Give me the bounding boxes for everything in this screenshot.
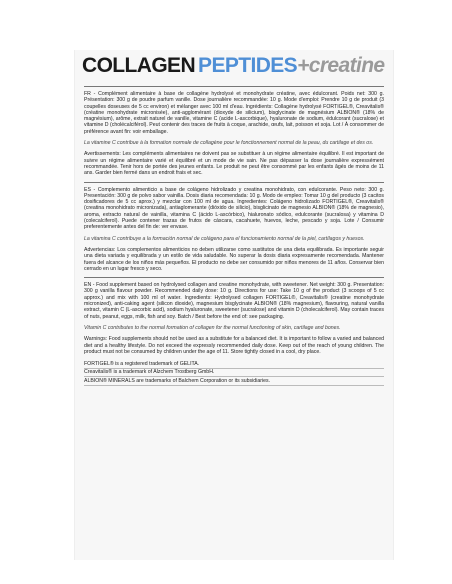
trademark-fortigel: FORTIGEL® is a registered trademark of GELITA. <box>84 360 384 368</box>
divider <box>84 86 384 87</box>
trademark-notes <box>84 360 384 385</box>
title-peptides: PEPTIDES <box>198 54 298 77</box>
en-claim: Vitamin C contributes to the normal formation of collagen for the normal functioning of skin, cartilage and bones. <box>84 324 341 331</box>
en-warnings: Warnings: Food supplements should not be used as a substitute for a balanced diet. It is important to follow a varied and balanced diet and a healthy lifestyle. Do not exceed the expressly recommended daily dose. Keep out of the reach of young children. The product must not be consumed by children under the age of 11. Store tightly closed in a cool, dry place. <box>84 336 384 355</box>
product-title <box>82 54 392 78</box>
title-creatine: +creatine <box>297 54 385 77</box>
fr-warnings: Avertissements: Les compléments alimentaires ne doivent pas se substituer à un régime alimentaire équilibré. Il est important de suivre un régime alimentaire varié et équilibré et un mode de vie sain. Ne pas dépasser la dose journalière expressément recommandée. Tenir hors de portée des jeunes enfants. Le produit ne peut être consommé par les enfants âgés de moins de 11 ans. Garder bien fermé dans un endroit frais et sec. <box>84 151 384 177</box>
label-text <box>84 84 384 386</box>
fr-ingredients: FR - Complément alimentaire à base de collagène hydrolysé et monohydrate créatine, avec édulcorant. Poids net: 300 g. Présentation: 300 g de poudre parfum vanille. Dose journalière recommandée: 10 g. Mode d'emploi: Prendre 10 g de produit (3 coupelles doseuses de 5 cc environ) et mélanger avec 100 ml d'eau. Ingrédients: Collagène hydrolysé FORTIGEL®, Creavitalis® (créatine monohydrate micronisée), anti-agglomérant (dioxyde de silicium), bisglycinate de magnésium ALBION® (18% de magnésium), arôme, extrait naturel de vanille, vitamine C (acide L-ascorbique), hyaluronate de sodium, édulcorant (sucralose) et vitamine D (cholécalciférol). Peut contenir des traces de fruits à coque, arachide, œufs, lait, poisson et soja. Lot / À consommer de préférence avant fin: voir emballage. <box>84 91 384 135</box>
title-collagen: COLLAGEN <box>82 54 196 77</box>
es-warnings: Advertencias: Los complementos alimenticios no deben utilizarse como sustitutos de una dieta equilibrada. Es importante seguir una dieta variada y equilibrada y un estilo de vida saludable. No superar la dosis diaria expresamente recomendada. Mantener fuera del alcance de los niños más pequeños. El producto no debe ser consumido por niños menores de 11 años. Conservar bien cerrado en un lugar fresco y seco. <box>84 246 384 272</box>
divider <box>84 277 384 278</box>
en-ingredients: EN - Food supplement based on hydrolysed collagen and creatine monohydrate, with sweetener. Net weight: 300 g. Presentation: 300 g vanilla flavour powder. Recommended daily dose: 10 g. Directions for use: Take 10 g of the product (3 scoops of 5 cc approx.) and mix with 100 ml of water. Ingredients: Hydrolysed collagen FORTIGEL®, Creavitalis® (creatine monohydrate micronized), anti-caking agent (silicon dioxide), magnesium bisglycinate ALBION® (18% magnesium), flavouring, natural vanilla extract, vitamin C (L-ascorbic acid), sodium hyaluronate, sweetener (sucralose) and vitamin D (cholecalciferol). May contain traces of nuts, peanut, eggs, milk, fish and soy. Batch / Best before the end of: see packaging. <box>84 282 384 320</box>
es-claim: La vitamina C contribuye a la formación normal de colágeno para el funcionamiento normal de la piel, cartílagos y huesos. <box>84 235 365 242</box>
divider <box>84 182 384 183</box>
fr-claim: La vitamine C contribue à la formation normale de collagène pour le fonctionnement normal de la peau, du cartilage et des os. <box>84 140 374 147</box>
trademark-creavitalis: Creavitalis® is a trademark of Alzchem Trostberg GmbH. <box>84 369 384 377</box>
trademark-albion: ALBION® MINERALS are trademarks of Balchem Corporation or its subsidiaries. <box>84 377 384 385</box>
es-ingredients: ES - Complemento alimenticio a base de colágeno hidrolizado y creatina monohidrato, con edulcorante. Peso neto: 300 g. Presentación: 300 g de polvo sabor vainilla. Dosis diaria recomendada: 10 g. Modo de empleo: Tomar 10 g del producto (3 cacitos dosificadores de 5 cc aprox.) y mezclar con 100 ml de agua. Ingredientes: Colágeno hidrolizado FORTIGEL®, Creavitalis® (creatina monohidrato micronizada), antiaglomerante (dióxido de silicio), bisglicinato de magnesio ALBION® (18% de magnesio), aroma, extracto natural de vainilla, vitamina C (ácido L-ascórbico), hialuronato sódico, edulcorante (sucralosa) y vitamina D (colecalciferol). Puede contener trazas de frutos de cáscara, cacahuete, huevos, leche, pescado y soja. Lote / Consumir preferentemente antes del fin de: ver envase. <box>84 186 384 231</box>
